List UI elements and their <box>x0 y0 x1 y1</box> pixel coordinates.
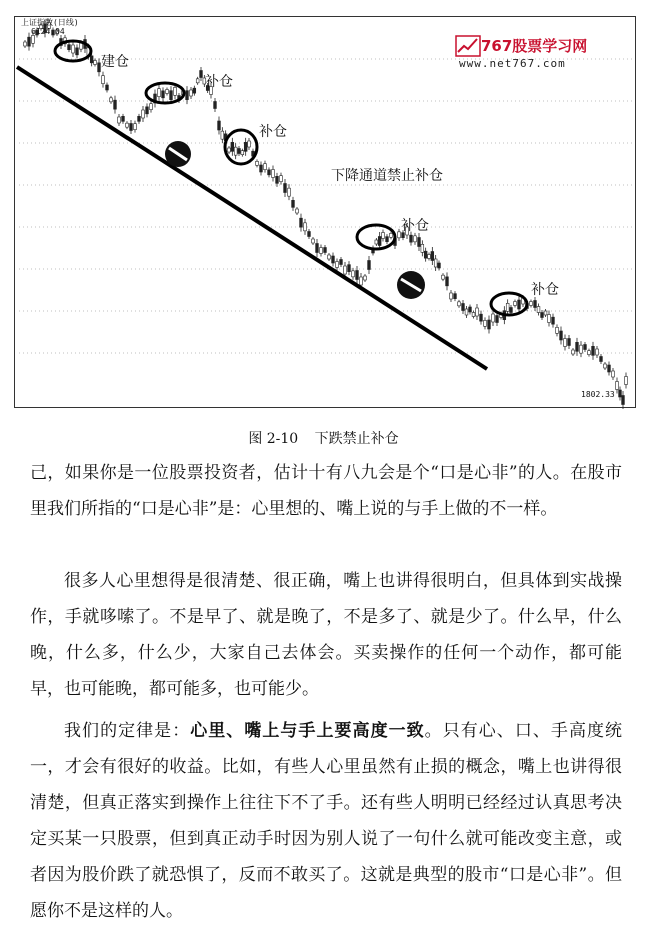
candlestick-chart-svg <box>15 17 637 409</box>
candle-body <box>534 301 537 308</box>
candle-body <box>146 107 149 114</box>
add-position-circle-2 <box>225 130 257 164</box>
candle-body <box>264 164 267 170</box>
candle-body <box>541 313 544 318</box>
prohibited-sign-icon <box>397 271 425 299</box>
channel-label: 下降通道禁止补仓 <box>331 168 443 184</box>
candle-body <box>90 56 93 63</box>
candle-body <box>166 90 169 94</box>
candle-body <box>510 308 513 313</box>
candle-body <box>130 124 133 131</box>
candle-body <box>162 91 165 98</box>
build-label: 建仓 <box>101 54 129 70</box>
figure-caption <box>0 428 647 448</box>
add-label-2: 补仓 <box>259 124 287 140</box>
candle-body <box>398 232 401 238</box>
paragraph-3 <box>30 713 622 929</box>
candle-body <box>484 320 487 326</box>
candle-body <box>158 89 161 97</box>
stock-chart <box>14 16 636 408</box>
candle-body <box>572 350 575 354</box>
candle-body <box>214 102 217 109</box>
candle-body <box>32 35 35 43</box>
candle-body <box>382 233 385 239</box>
candle-body <box>238 149 241 154</box>
paragraph-3-bold: 心里、嘴上与手上要高度一致 <box>190 721 425 741</box>
candle-body <box>472 313 475 317</box>
candle-body <box>378 237 381 246</box>
candle-body <box>316 244 319 253</box>
candle-body <box>608 365 611 372</box>
candle-body <box>28 37 31 46</box>
candle-body <box>114 100 117 109</box>
candle-body <box>118 117 121 123</box>
candle-body <box>200 71 203 78</box>
candle-body <box>98 63 101 72</box>
candle-body <box>465 309 468 315</box>
candle-body <box>228 148 231 152</box>
candle-body <box>260 165 263 172</box>
candle-body <box>150 104 153 110</box>
candle-body <box>110 98 113 102</box>
candle-body <box>134 124 137 130</box>
candle-body <box>328 255 331 259</box>
candle-body <box>488 320 491 329</box>
candle-body <box>186 91 189 100</box>
candle-body <box>568 339 571 346</box>
add-label-3: 补仓 <box>401 218 429 234</box>
candle-body <box>231 142 234 151</box>
candle-body <box>190 90 193 96</box>
candle-body <box>138 116 141 121</box>
chart-logo-icon <box>455 35 481 57</box>
candle-body <box>480 314 483 321</box>
candle-body <box>462 304 465 311</box>
candle-body <box>332 256 335 263</box>
figure-number: 图 2-10 <box>248 431 299 447</box>
candle-body <box>375 240 378 244</box>
candle-body <box>296 209 299 213</box>
candle-body <box>308 232 311 237</box>
candle-body <box>276 176 279 183</box>
candle-body <box>530 302 533 306</box>
candle-body <box>421 244 424 252</box>
candle-body <box>248 141 251 147</box>
candle-body <box>268 170 271 175</box>
candle-body <box>560 331 563 340</box>
candle-body <box>428 255 431 259</box>
candle-body <box>80 43 83 49</box>
candle-body <box>324 248 327 253</box>
candle-body <box>142 110 145 118</box>
candle-body <box>446 277 449 286</box>
candle-body <box>390 233 393 237</box>
logo-url: www.net767.com <box>459 57 566 70</box>
add-label-1: 补仓 <box>205 74 233 90</box>
paragraph-3-post: 。只有心、口、手高度统一，才会有很好的收益。比如，有些人心里虽然有止损的概念，嘴上也讲得很清楚，但真正落实到操作上往往下不了手。还有些人明明已经经过认真思考决定买某一只股票，但到真正动手时因为别人说了一句什么就可能改变主意，或者因为股价跌了就恐惧了，反而不敢买了。这就是典型的股市“口是心非”。但愿你不是这样的人。 <box>30 721 623 921</box>
candle-body <box>106 85 109 90</box>
candle-body <box>431 252 434 261</box>
candle-body <box>564 339 567 347</box>
candle-body <box>218 121 221 130</box>
candle-body <box>272 170 275 178</box>
candle-body <box>126 123 129 127</box>
candle-body <box>122 116 125 121</box>
candlestick-series <box>24 19 628 409</box>
candle-body <box>24 42 27 46</box>
candle-body <box>588 351 591 355</box>
candle-body <box>600 357 603 362</box>
paragraph-3-pre: 我们的定律是： <box>64 721 191 741</box>
candle-body <box>288 188 291 196</box>
candle-body <box>548 315 551 323</box>
candle-body <box>454 294 457 299</box>
candle-body <box>94 61 97 65</box>
candle-body <box>72 45 75 53</box>
candle-body <box>340 260 343 265</box>
candle-body <box>193 88 196 93</box>
candle-body <box>514 302 517 306</box>
candle-body <box>170 91 173 100</box>
candle-body <box>76 48 79 55</box>
candle-body <box>442 275 445 279</box>
candle-body <box>625 377 628 385</box>
candle-body <box>496 316 499 323</box>
candle-body <box>450 293 453 299</box>
candle-body <box>414 236 417 242</box>
candle-body <box>552 317 555 324</box>
candle-body <box>556 327 559 333</box>
high-value-label: 6124.04 <box>31 27 65 36</box>
candle-body <box>434 259 437 267</box>
candle-body <box>458 302 461 306</box>
candle-body <box>344 266 347 274</box>
candle-body <box>300 218 303 227</box>
candle-body <box>576 342 579 351</box>
candle-body <box>244 142 247 151</box>
candle-body <box>616 382 619 390</box>
candle-body <box>221 131 224 139</box>
candle-body <box>68 45 71 50</box>
figure-title: 下跌禁止补仓 <box>314 431 399 447</box>
candle-body <box>102 76 105 84</box>
candle-body <box>356 271 359 280</box>
candle-body <box>612 371 615 377</box>
candle-body <box>312 239 315 243</box>
prohibited-sign-icon <box>165 141 191 167</box>
logo-brand: 767股票学习网 <box>481 37 588 55</box>
add-label-4: 补仓 <box>531 282 559 298</box>
candle-body <box>256 161 259 165</box>
candle-body <box>544 311 547 315</box>
candle-body <box>537 307 540 313</box>
candle-body <box>320 248 323 254</box>
candle-body <box>284 184 287 193</box>
paragraph-2: 很多人心里想得是很清楚、很正确，嘴上也讲得很明白，但具体到实战操作，手就哆嗦了。不是早了、就是晚了，不是多了、就是少了。什么早，什么晚，什么多，什么少，大家自己去体会。买卖操作的任何一个动作，都可能早，也可能晚，都可能多，也可能少。 <box>30 571 622 699</box>
candle-body <box>364 276 367 280</box>
candle-body <box>386 237 389 242</box>
candle-body <box>604 364 607 368</box>
candle-body <box>304 223 307 231</box>
candle-body <box>619 390 622 397</box>
paragraph-1: 己，如果你是一位股票投资者，估计十有八九会是个“口是心非”的人。在股市里我们所指的“口是心非”是：心里想的、嘴上说的与手上做的不一样。 <box>30 463 622 519</box>
candle-body <box>241 151 244 155</box>
add-position-circle-1 <box>146 83 184 103</box>
index-title: 上证指数(日线) <box>21 18 79 27</box>
candle-body <box>506 303 509 311</box>
candle-body <box>360 277 363 285</box>
candle-body <box>424 251 427 258</box>
candle-body <box>348 265 351 272</box>
candle-body <box>469 307 472 312</box>
candle-body <box>174 87 177 95</box>
site-logo <box>455 35 615 75</box>
candle-body <box>492 314 495 322</box>
candle-body <box>196 79 199 83</box>
candle-body <box>580 345 583 353</box>
candle-body <box>410 235 413 242</box>
candle-body <box>368 261 371 270</box>
candle-body <box>292 200 295 207</box>
candle-body <box>476 308 479 316</box>
candle-body <box>592 346 595 355</box>
candle-body <box>622 396 625 405</box>
candle-body <box>418 238 421 247</box>
candle-body <box>234 147 237 155</box>
candle-body <box>352 271 355 277</box>
candle-body <box>438 263 441 268</box>
candle-body <box>336 262 339 268</box>
candle-body <box>584 345 587 350</box>
candle-body <box>518 300 521 309</box>
candle-body <box>280 176 283 182</box>
candle-body <box>596 349 599 355</box>
low-value-label: 1802.33 <box>581 390 615 399</box>
